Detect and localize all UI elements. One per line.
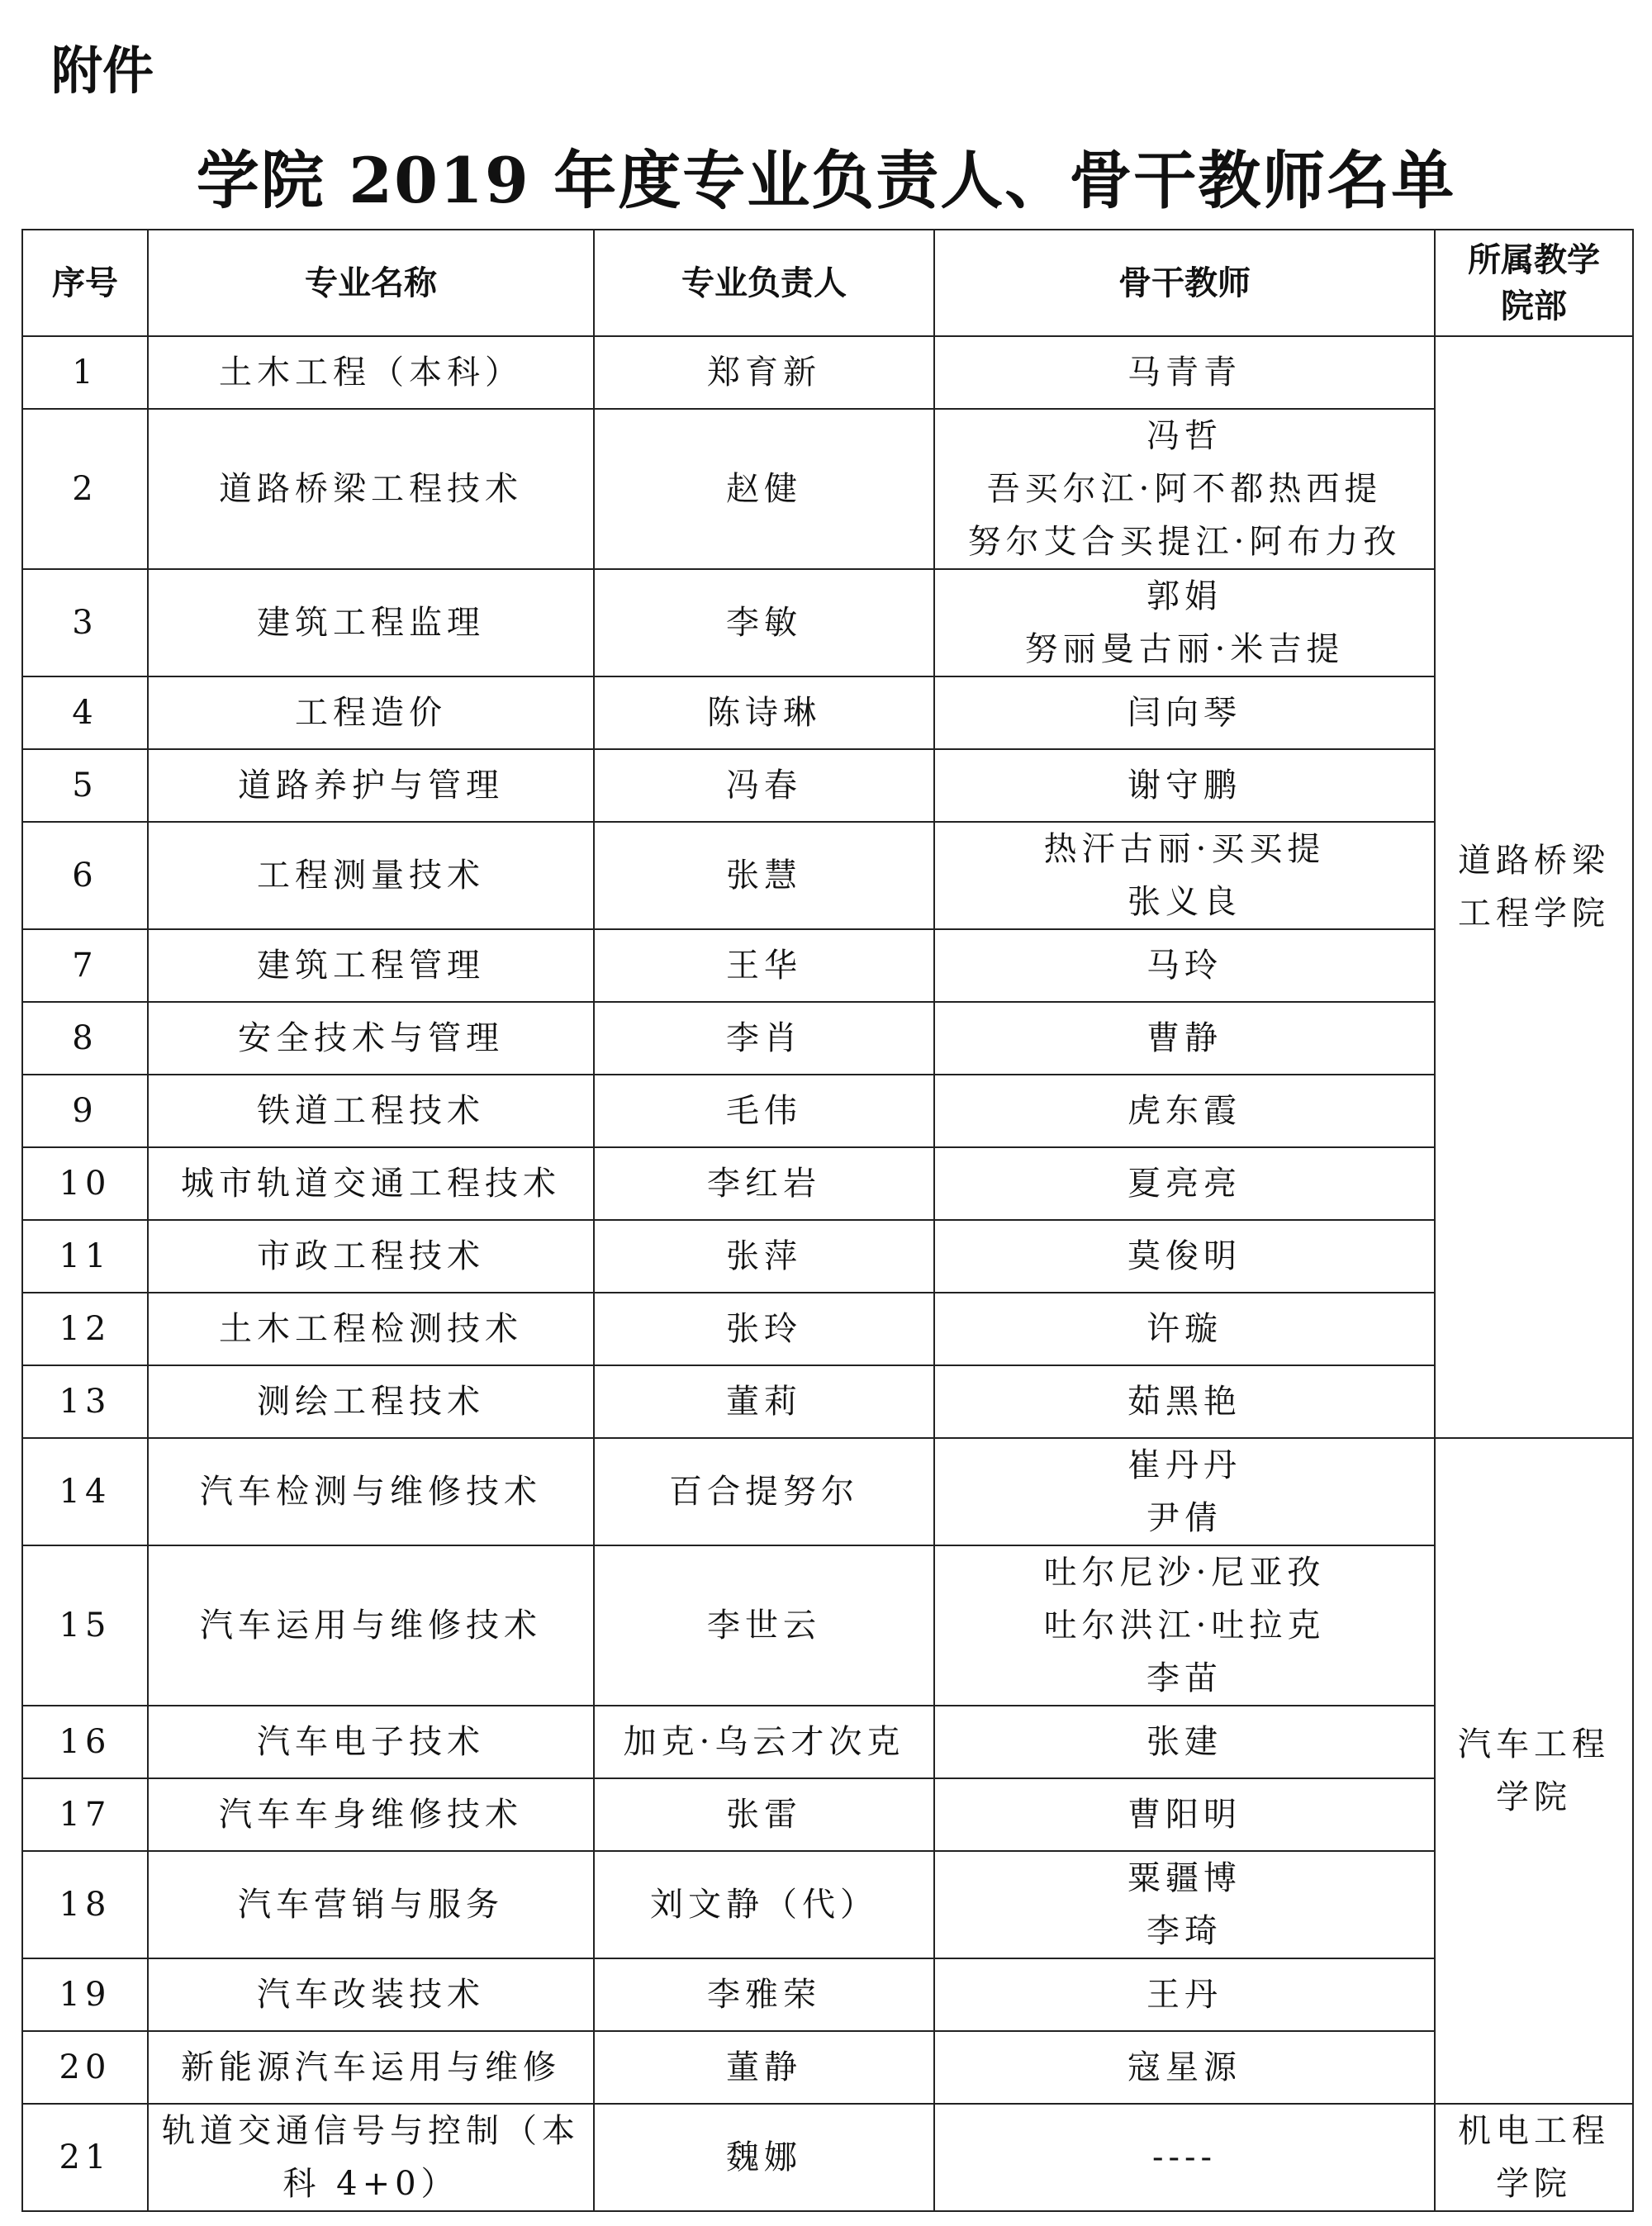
major-name: [148, 1147, 594, 1220]
major-name-line: 汽车检测与维修技术: [200, 1473, 542, 1511]
major-name: [148, 1545, 594, 1706]
major-name-line: 汽车运用与维修技术: [200, 1607, 542, 1645]
roster-table: [21, 229, 1634, 2212]
row-number: 1: [22, 336, 148, 409]
table-row: [22, 1365, 1633, 1438]
key-teachers: [934, 1438, 1435, 1545]
teacher-name: 吐尔洪江·吐拉克: [1043, 1607, 1326, 1645]
major-name: [148, 2104, 594, 2211]
major-leader: 李肖: [594, 1002, 934, 1075]
row-number: 9: [22, 1075, 148, 1147]
key-teachers: [934, 822, 1435, 929]
row-number: 13: [22, 1365, 148, 1438]
major-name-line: 测绘工程技术: [257, 1383, 485, 1421]
major-name: [148, 1851, 594, 1958]
row-number: 2: [22, 409, 148, 569]
key-teachers: [934, 1706, 1435, 1778]
header-leader: 专业负责人: [594, 230, 934, 336]
major-leader: 张慧: [594, 822, 934, 929]
major-name: [148, 676, 594, 749]
table-row: [22, 2031, 1633, 2104]
teacher-name: 许璇: [1146, 1310, 1222, 1348]
key-teachers: [934, 1851, 1435, 1958]
major-name: [148, 1075, 594, 1147]
major-name-line: 建筑工程监理: [257, 604, 485, 642]
row-number: 3: [22, 569, 148, 676]
major-name-line: 汽车电子技术: [257, 1723, 485, 1761]
department-name-line: 工程学院: [1458, 895, 1610, 933]
major-name: [148, 1220, 594, 1293]
key-teachers: [934, 1002, 1435, 1075]
table-row: [22, 1002, 1633, 1075]
major-name: [148, 822, 594, 929]
major-name-line: 铁道工程技术: [257, 1092, 485, 1130]
table-row: [22, 1851, 1633, 1958]
table-row: [22, 1438, 1633, 1545]
major-leader: 李敏: [594, 569, 934, 676]
teacher-name: 努丽曼古丽·米吉提: [1024, 630, 1345, 668]
teacher-name: 曹静: [1146, 1019, 1222, 1057]
table-row: [22, 1147, 1633, 1220]
row-number: 5: [22, 749, 148, 822]
major-leader: 董莉: [594, 1365, 934, 1438]
teacher-name: 曹阳明: [1127, 1796, 1241, 1834]
major-name-line: 市政工程技术: [257, 1237, 485, 1275]
department-name-line: 机电工程: [1458, 2112, 1610, 2150]
teacher-name: 张建: [1146, 1723, 1222, 1761]
key-teachers: [934, 1778, 1435, 1851]
header-major: 专业名称: [148, 230, 594, 336]
teacher-name: 莫俊明: [1127, 1237, 1241, 1275]
major-name-line: 汽车车身维修技术: [219, 1796, 523, 1834]
major-name: [148, 1958, 594, 2031]
page-title: 学院 2019 年度专业负责人、骨干教师名单: [196, 144, 1456, 217]
key-teachers: [934, 1293, 1435, 1365]
major-name-line: 道路养护与管理: [238, 767, 504, 804]
major-name: [148, 1002, 594, 1075]
row-number: 6: [22, 822, 148, 929]
teacher-name: 寇星源: [1127, 2048, 1241, 2086]
key-teachers: [934, 2031, 1435, 2104]
major-name-line: 汽车改装技术: [257, 1976, 485, 2014]
row-number: 15: [22, 1545, 148, 1706]
major-name-line: 新能源汽车运用与维修: [181, 2048, 561, 2086]
major-name: [148, 1365, 594, 1438]
table-row: [22, 676, 1633, 749]
teacher-name: 吾买尔江·阿不都热西提: [986, 470, 1383, 508]
major-name-line: 道路桥梁工程技术: [219, 470, 523, 508]
major-leader: 毛伟: [594, 1075, 934, 1147]
major-leader: 张萍: [594, 1220, 934, 1293]
key-teachers: [934, 1958, 1435, 2031]
teacher-name: 冯哲: [1146, 417, 1222, 455]
teacher-name: ----: [1151, 2138, 1218, 2176]
major-name-line: 城市轨道交通工程技术: [181, 1165, 561, 1203]
key-teachers: [934, 1220, 1435, 1293]
department-cell: [1435, 336, 1633, 1438]
table-row: [22, 749, 1633, 822]
department-name-line: 汽车工程: [1458, 1725, 1610, 1763]
table-row: [22, 1706, 1633, 1778]
teacher-name: 努尔艾合买提江·阿布力孜: [967, 523, 1402, 561]
major-leader: 张玲: [594, 1293, 934, 1365]
major-leader: 加克·乌云才次克: [594, 1706, 934, 1778]
table-row: [22, 336, 1633, 409]
teacher-name: 张义良: [1127, 883, 1241, 921]
teacher-name: 李苗: [1146, 1659, 1222, 1697]
teacher-name: 马青青: [1127, 354, 1241, 392]
table-row: [22, 2104, 1633, 2211]
major-name: [148, 1706, 594, 1778]
major-name: [148, 409, 594, 569]
table-row: [22, 1778, 1633, 1851]
major-name-line: 工程测量技术: [257, 857, 485, 895]
teacher-name: 粟疆博: [1127, 1859, 1241, 1897]
major-leader: 陈诗琳: [594, 676, 934, 749]
teacher-name: 尹倩: [1146, 1499, 1222, 1537]
major-leader: 李雅荣: [594, 1958, 934, 2031]
major-name-line: 轨道交通信号与控制（本: [162, 2112, 580, 2150]
major-leader: 魏娜: [594, 2104, 934, 2211]
key-teachers: [934, 336, 1435, 409]
row-number: 17: [22, 1778, 148, 1851]
teacher-name: 谢守鹏: [1127, 767, 1241, 804]
major-name: [148, 929, 594, 1002]
teacher-name: 崔丹丹: [1127, 1446, 1241, 1484]
row-number: 11: [22, 1220, 148, 1293]
major-leader: 百合提努尔: [594, 1438, 934, 1545]
major-name-line: 汽车营销与服务: [238, 1886, 504, 1924]
teacher-name: 闫向琴: [1127, 694, 1241, 732]
table-row: [22, 1293, 1633, 1365]
table-row: [22, 1958, 1633, 2031]
teacher-name: 虎东霞: [1127, 1092, 1241, 1130]
major-name: [148, 1293, 594, 1365]
table-row: [22, 822, 1633, 929]
key-teachers: [934, 1075, 1435, 1147]
teacher-name: 夏亮亮: [1127, 1165, 1241, 1203]
key-teachers: [934, 409, 1435, 569]
major-leader: 张雷: [594, 1778, 934, 1851]
row-number: 7: [22, 929, 148, 1002]
table-body: [22, 336, 1633, 2211]
table-header-row: [22, 230, 1633, 336]
major-name-line: 建筑工程管理: [257, 947, 485, 985]
department-cell: [1435, 1438, 1633, 2104]
teacher-name: 李琦: [1146, 1912, 1222, 1950]
header-department: [1435, 230, 1633, 336]
major-name: [148, 749, 594, 822]
department-name-line: 学院: [1496, 2165, 1572, 2203]
major-name: [148, 2031, 594, 2104]
key-teachers: [934, 569, 1435, 676]
teacher-name: 王丹: [1146, 1976, 1222, 2014]
row-number: 10: [22, 1147, 148, 1220]
row-number: 4: [22, 676, 148, 749]
key-teachers: [934, 749, 1435, 822]
major-leader: 刘文静（代）: [594, 1851, 934, 1958]
table-row: [22, 1545, 1633, 1706]
table-row: [22, 929, 1633, 1002]
major-name: [148, 569, 594, 676]
key-teachers: [934, 2104, 1435, 2211]
major-name-line: 安全技术与管理: [238, 1019, 504, 1057]
teacher-name: 郭娟: [1146, 577, 1222, 615]
key-teachers: [934, 1545, 1435, 1706]
major-name: [148, 1778, 594, 1851]
header-teachers: 骨干教师: [934, 230, 1435, 336]
table-row: [22, 1220, 1633, 1293]
major-name-line: 工程造价: [295, 694, 447, 732]
row-number: 19: [22, 1958, 148, 2031]
attachment-label: 附件: [51, 40, 154, 101]
header-department-line: 所属教学: [1468, 240, 1600, 279]
major-leader: 郑育新: [594, 336, 934, 409]
row-number: 18: [22, 1851, 148, 1958]
header-department-line: 院部: [1501, 287, 1567, 325]
major-leader: 李红岩: [594, 1147, 934, 1220]
table-row: [22, 409, 1633, 569]
key-teachers: [934, 676, 1435, 749]
major-leader: 李世云: [594, 1545, 934, 1706]
major-name: [148, 1438, 594, 1545]
major-name: [148, 336, 594, 409]
major-leader: 董静: [594, 2031, 934, 2104]
teacher-name: 热汗古丽·买买提: [1043, 830, 1326, 868]
department-cell: [1435, 2104, 1633, 2211]
row-number: 21: [22, 2104, 148, 2211]
key-teachers: [934, 1365, 1435, 1438]
major-leader: 冯春: [594, 749, 934, 822]
row-number: 20: [22, 2031, 148, 2104]
table-row: [22, 569, 1633, 676]
department-name-line: 学院: [1496, 1778, 1572, 1816]
major-name-line: 土木工程（本科）: [219, 354, 523, 392]
row-number: 14: [22, 1438, 148, 1545]
table-row: [22, 1075, 1633, 1147]
row-number: 16: [22, 1706, 148, 1778]
teacher-name: 马玲: [1146, 947, 1222, 985]
teacher-name: 茹黑艳: [1127, 1383, 1241, 1421]
row-number: 8: [22, 1002, 148, 1075]
major-leader: 赵健: [594, 409, 934, 569]
key-teachers: [934, 1147, 1435, 1220]
major-name-line: 科 4+0）: [282, 2165, 459, 2203]
key-teachers: [934, 929, 1435, 1002]
teacher-name: 吐尔尼沙·尼亚孜: [1043, 1554, 1326, 1592]
department-name-line: 道路桥梁: [1458, 842, 1610, 880]
row-number: 12: [22, 1293, 148, 1365]
header-no: 序号: [22, 230, 148, 336]
major-leader: 王华: [594, 929, 934, 1002]
major-name-line: 土木工程检测技术: [219, 1310, 523, 1348]
